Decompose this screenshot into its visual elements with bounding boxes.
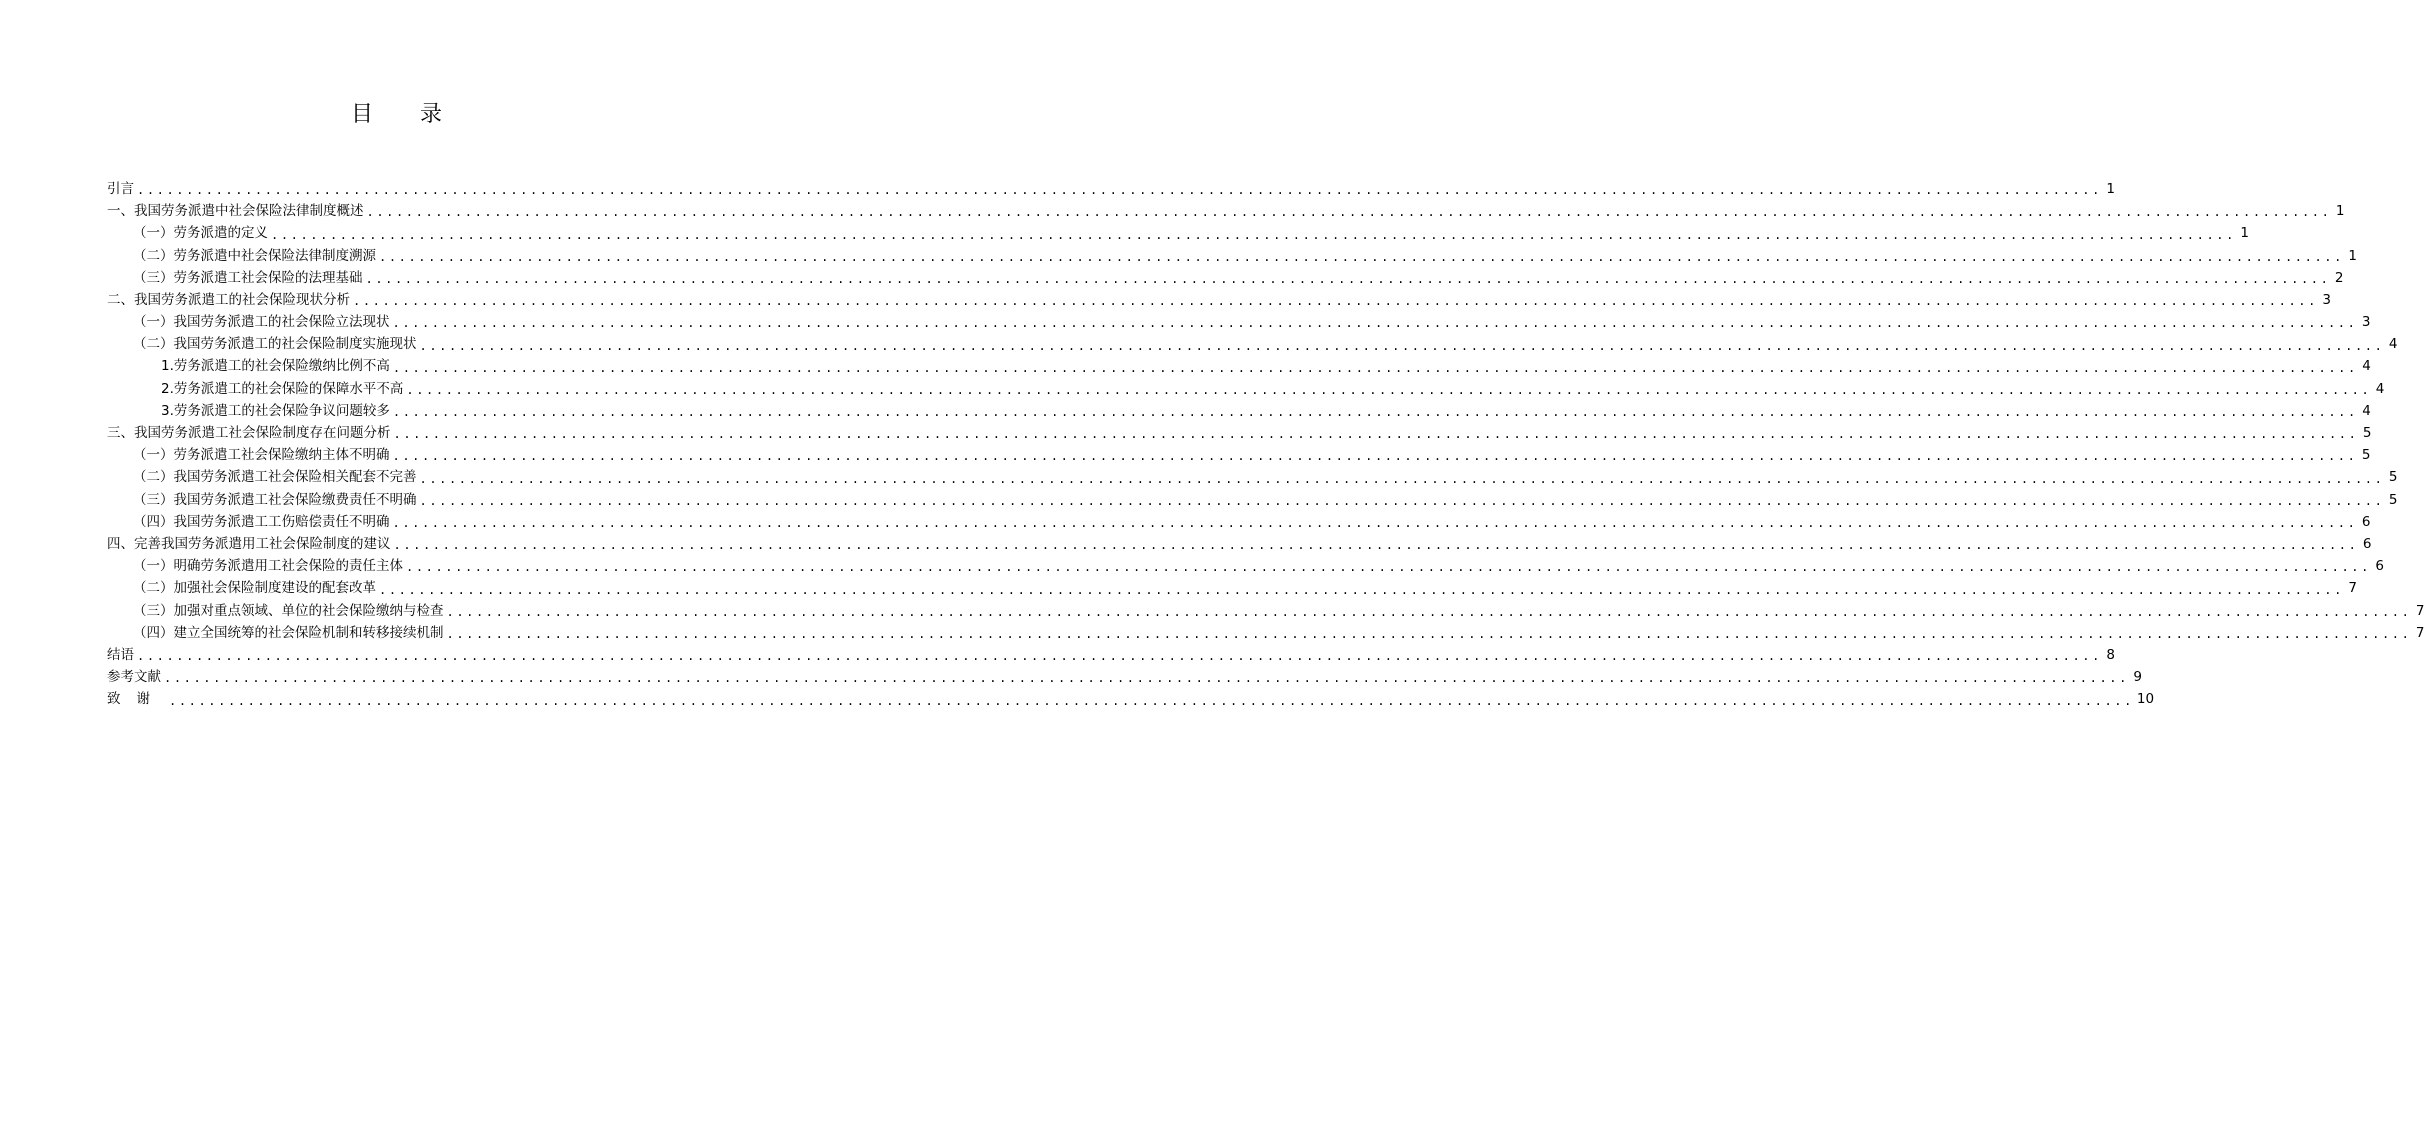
toc-entry-title: （四）我国劳务派遣工工伤赔偿责任不明确 xyxy=(133,513,390,530)
toc-entry-title: （二）我国劳务派遣工的社会保险制度实施现状 xyxy=(133,336,417,353)
toc-entry-page-number: 7 xyxy=(2348,580,2357,597)
toc-dot-leader: ........................................................................................................................................................................................................ xyxy=(353,294,2318,309)
toc-dot-leader: ........................................................................................................................................................................................................ xyxy=(392,405,2358,420)
toc-entry[interactable] xyxy=(107,511,2371,533)
toc-entry[interactable] xyxy=(107,356,2371,378)
toc-entry-page-number: 6 xyxy=(2362,535,2372,552)
toc-entry-page-number: 6 xyxy=(2361,513,2371,530)
toc-entry-title: （二）加强社会保险制度建设的配套改革 xyxy=(133,580,376,597)
toc-dot-leader: ........................................................................................................................................................................................................ xyxy=(419,471,2385,486)
toc-entry[interactable] xyxy=(107,688,2155,710)
toc-dot-leader: ........................................................................................................................................................................................................ xyxy=(393,538,2359,553)
toc-entry[interactable] xyxy=(107,555,2384,577)
toc-entry-title: （二）劳务派遣中社会保险法律制度溯源 xyxy=(133,247,376,264)
toc-entry[interactable] xyxy=(107,444,2371,466)
toc-entry-page-number: 7 xyxy=(2415,602,2424,619)
toc-entry-title: 3.劳务派遣工的社会保险争议问题较多 xyxy=(161,402,390,419)
toc-entry-title: 结语 xyxy=(107,646,134,663)
toc-dot-leader: ........................................................................................................................................................................................................ xyxy=(271,227,2236,242)
toc-entry[interactable] xyxy=(107,178,2115,200)
toc-entry[interactable] xyxy=(107,200,2345,222)
toc-entry-title: （一）我国劳务派遣工的社会保险立法现状 xyxy=(133,314,390,331)
toc-entry-page-number: 7 xyxy=(2415,624,2424,641)
toc-entry-title: （四）建立全国统筹的社会保险机制和转移接续机制 xyxy=(133,624,444,641)
toc-entry-title: 2.劳务派遣工的社会保险的保障水平不高 xyxy=(161,380,404,397)
toc-dot-leader: ........................................................................................................................................................................................................ xyxy=(366,205,2332,220)
toc-entry-title: （一）劳务派遣工社会保险缴纳主体不明确 xyxy=(133,447,390,464)
toc-entry-page-number: 5 xyxy=(2362,425,2372,442)
toc-entry-title: （一）劳务派遣的定义 xyxy=(133,225,268,242)
toc-entry-page-number: 5 xyxy=(2361,447,2371,464)
toc-dot-leader: ........................................................................................................................................................................................................ xyxy=(406,382,2372,397)
toc-entry-page-number: 5 xyxy=(2388,491,2398,508)
toc-dot-leader: ........................................................................................................................................................................................................ xyxy=(169,693,2134,708)
toc-entry[interactable] xyxy=(107,311,2371,333)
toc-entry[interactable] xyxy=(107,245,2357,267)
toc-entry[interactable] xyxy=(107,422,2372,444)
toc-entry[interactable] xyxy=(107,400,2371,422)
toc-entry[interactable] xyxy=(107,378,2385,400)
toc-entry-page-number: 4 xyxy=(2375,380,2385,397)
toc-entry-page-number: 3 xyxy=(2361,314,2371,331)
toc-entry[interactable] xyxy=(107,289,2331,311)
toc-entry[interactable] xyxy=(107,466,2398,488)
table-of-contents xyxy=(107,178,2424,711)
toc-entry[interactable] xyxy=(107,622,2424,644)
toc-entry-title: （三）加强对重点领域、单位的社会保险缴纳与检查 xyxy=(133,602,444,619)
toc-entry-page-number: 1 xyxy=(2348,247,2357,264)
toc-entry-title: 一、我国劳务派遣中社会保险法律制度概述 xyxy=(107,203,364,220)
toc-dot-leader: ........................................................................................................................................................................................................ xyxy=(419,493,2385,508)
toc-entry-page-number: 1 xyxy=(2106,180,2115,197)
toc-dot-leader: ........................................................................................................................................................................................................ xyxy=(446,604,2412,619)
page-title: 目 录 xyxy=(351,102,462,127)
toc-entry-title: 参考文献 xyxy=(107,669,161,686)
toc-entry-page-number: 3 xyxy=(2322,291,2331,308)
toc-dot-leader: ........................................................................................................................................................................................................ xyxy=(379,582,2344,597)
toc-entry-title: 三、我国劳务派遣工社会保险制度存在问题分析 xyxy=(107,425,391,442)
toc-entry-title: 四、完善我国劳务派遣用工社会保险制度的建议 xyxy=(107,535,391,552)
toc-entry[interactable] xyxy=(107,533,2372,555)
toc-entry-page-number: 8 xyxy=(2106,646,2115,663)
toc-entry-page-number: 9 xyxy=(2133,669,2142,686)
toc-dot-leader: ........................................................................................................................................................................................................ xyxy=(392,516,2358,530)
toc-entry-page-number: 4 xyxy=(2388,336,2398,353)
toc-entry-title: （一）明确劳务派遣用工社会保险的责任主体 xyxy=(133,558,403,575)
toc-dot-leader: ........................................................................................................................................................................................................ xyxy=(406,560,2371,575)
toc-dot-leader: ........................................................................................................................................................................................................ xyxy=(393,427,2359,442)
toc-entry-title: 引言 xyxy=(107,180,134,197)
toc-entry[interactable] xyxy=(107,333,2398,355)
toc-entry-title: 二、我国劳务派遣工的社会保险现状分析 xyxy=(107,291,350,308)
toc-entry[interactable] xyxy=(107,600,2424,622)
toc-dot-leader: ........................................................................................................................................................................................................ xyxy=(392,316,2358,331)
toc-entry-page-number: 4 xyxy=(2362,358,2371,375)
toc-dot-leader: ........................................................................................................................................................................................................ xyxy=(365,271,2331,286)
toc-entry[interactable] xyxy=(107,644,2115,666)
toc-entry-title: （三）劳务派遣工社会保险的法理基础 xyxy=(133,269,363,286)
toc-entry-page-number: 10 xyxy=(2136,691,2155,708)
toc-dot-leader: ........................................................................................................................................................................................................ xyxy=(419,338,2385,353)
toc-entry-title: 1.劳务派遣工的社会保险缴纳比例不高 xyxy=(161,358,390,375)
toc-entry-page-number: 2 xyxy=(2334,269,2344,286)
toc-dot-leader: ........................................................................................................................................................................................................ xyxy=(164,671,2129,686)
toc-entry-page-number: 5 xyxy=(2388,469,2398,486)
toc-entry-page-number: 6 xyxy=(2375,558,2384,575)
toc-entry[interactable] xyxy=(107,666,2142,688)
toc-entry-title: （二）我国劳务派遣工社会保险相关配套不完善 xyxy=(133,469,417,486)
toc-entry-page-number: 1 xyxy=(2335,203,2345,220)
toc-dot-leader: ........................................................................................................................................................................................................ xyxy=(379,249,2344,264)
toc-entry-title: （三）我国劳务派遣工社会保险缴费责任不明确 xyxy=(133,491,417,508)
toc-entry[interactable] xyxy=(107,267,2344,289)
toc-entry[interactable] xyxy=(107,489,2398,511)
toc-entry-page-number: 1 xyxy=(2240,225,2249,242)
toc-entry[interactable] xyxy=(107,222,2249,244)
toc-dot-leader: ........................................................................................................................................................................................................ xyxy=(137,183,2102,198)
toc-dot-leader: ........................................................................................................................................................................................................ xyxy=(446,626,2412,641)
toc-dot-leader: ........................................................................................................................................................................................................ xyxy=(137,649,2102,664)
toc-entry-title: 致谢 xyxy=(107,691,166,708)
toc-dot-leader: ........................................................................................................................................................................................................ xyxy=(392,449,2358,464)
toc-entry-page-number: 4 xyxy=(2362,402,2371,419)
toc-dot-leader: ........................................................................................................................................................................................................ xyxy=(392,360,2358,375)
toc-entry[interactable] xyxy=(107,577,2357,599)
